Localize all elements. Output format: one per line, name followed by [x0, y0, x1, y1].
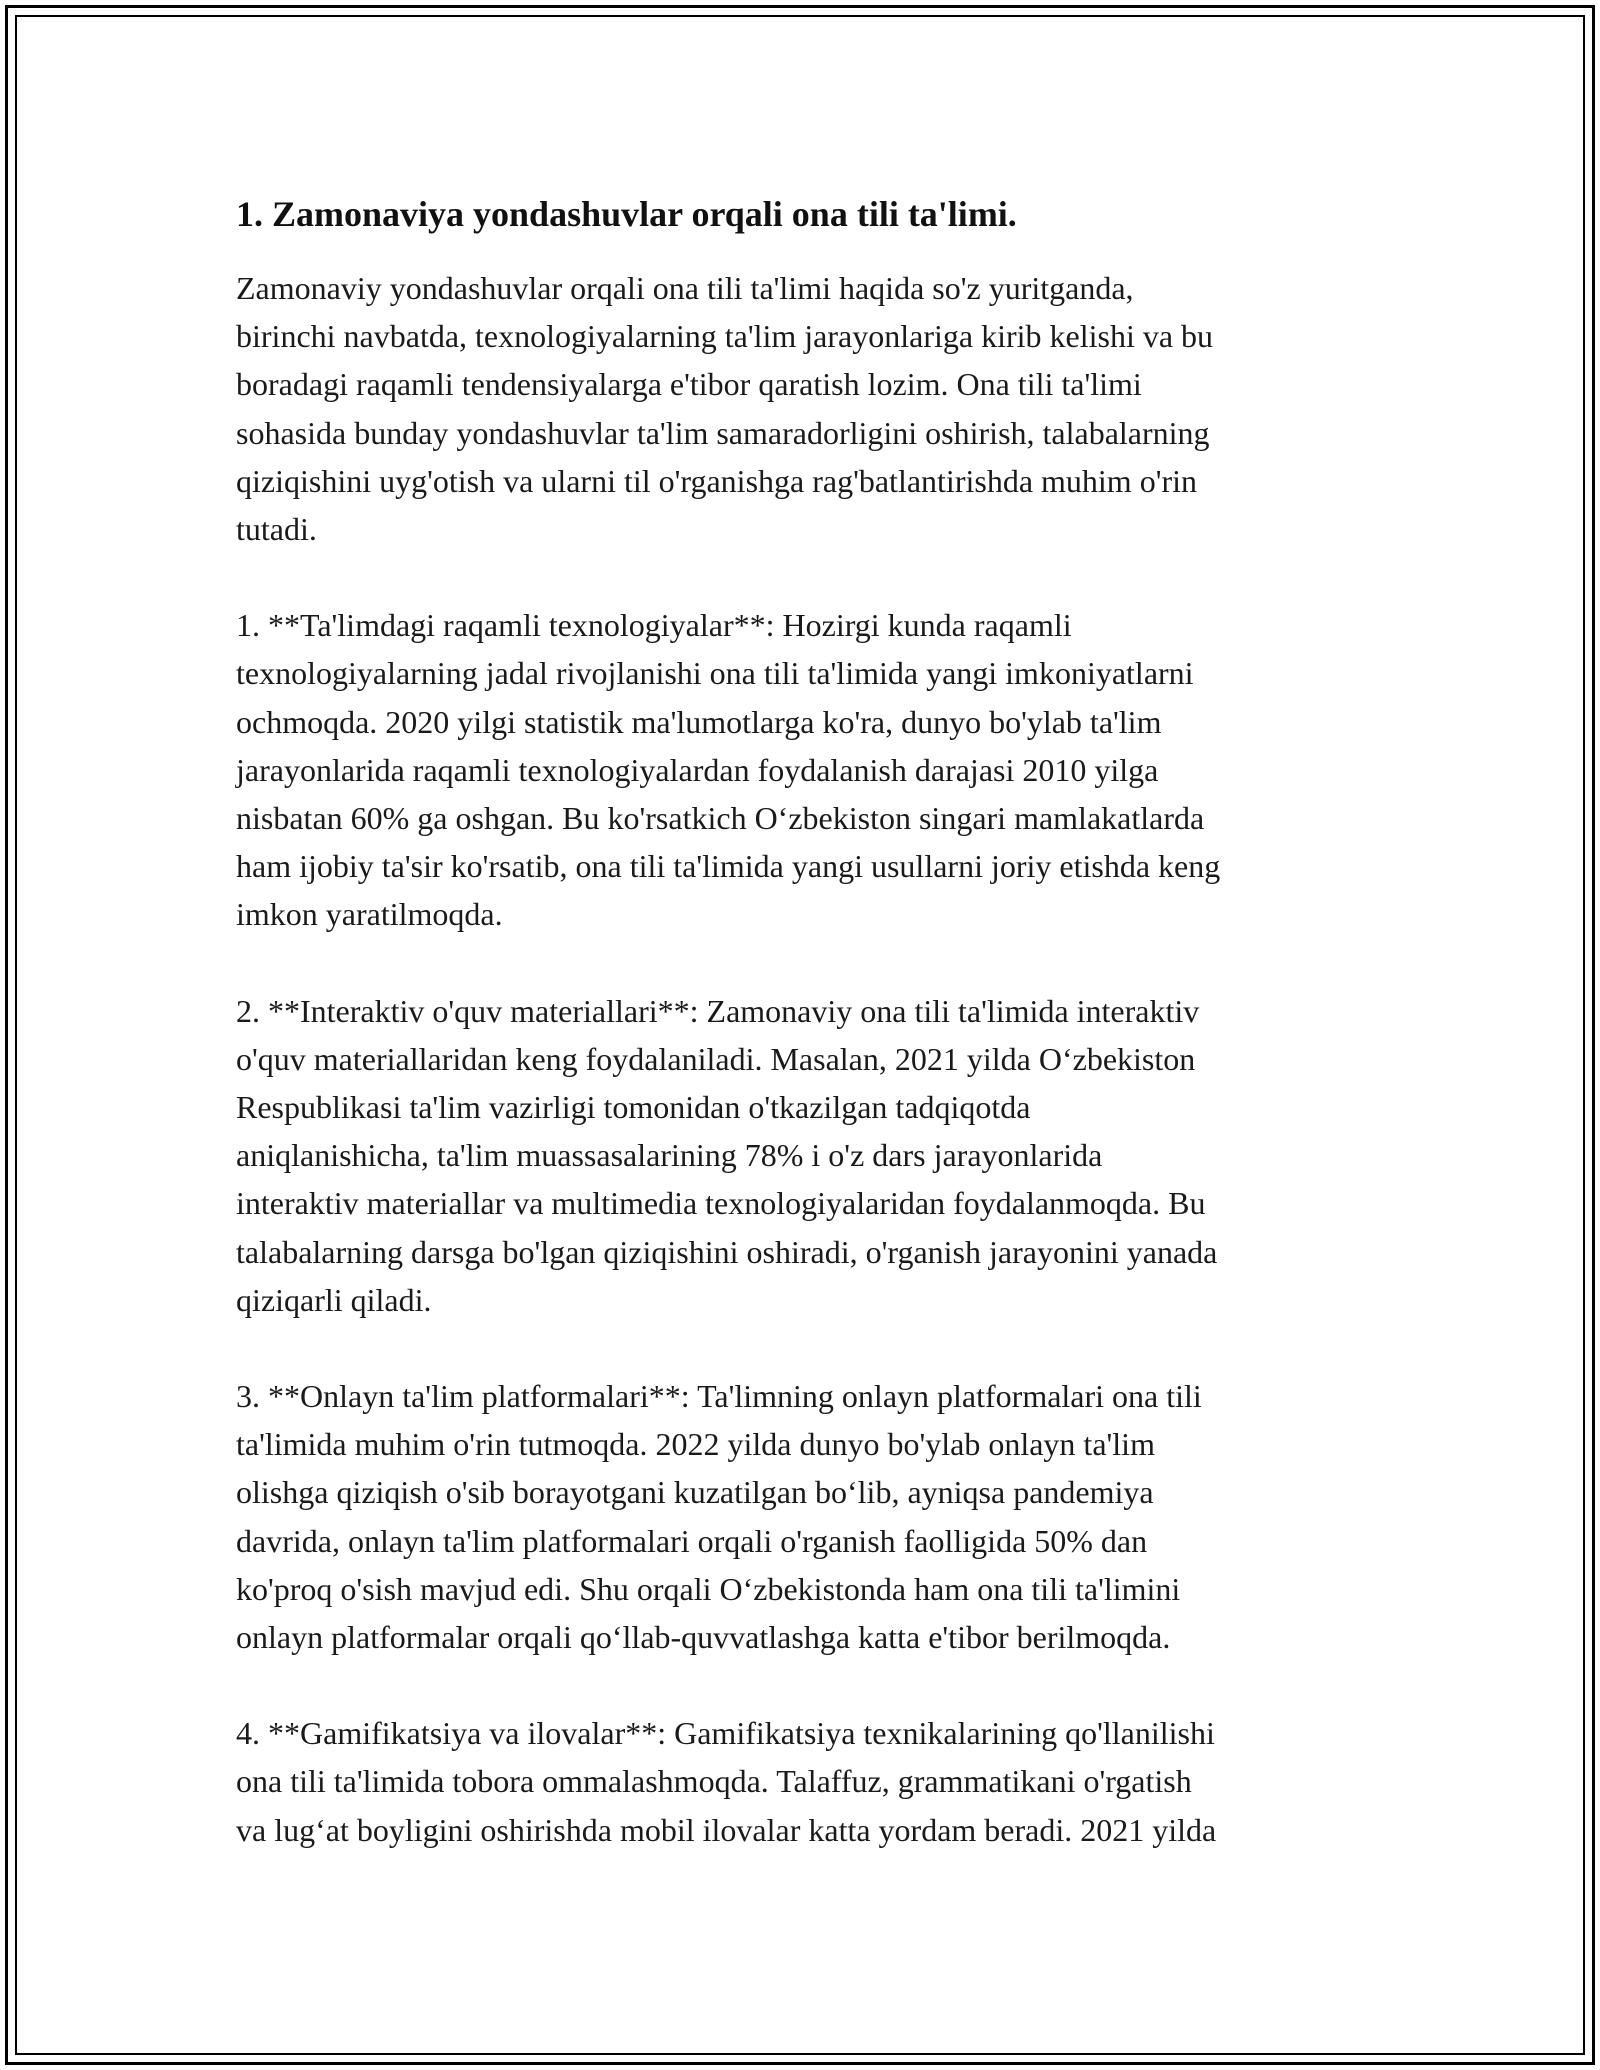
text-line: qiziqishini uyg'otish va ularni til o'rganishga rag'batlantirishda muhim o'rin — [236, 462, 1197, 499]
text-line: o'quv materiallaridan keng foydalaniladi. Masalan, 2021 yilda O‘zbekiston — [236, 1040, 1196, 1077]
text-line: aniqlanishicha, ta'lim muassasalarining 78% i o'z dars jarayonlarida — [236, 1137, 1103, 1174]
text-line: ochmoqda. 2020 yilgi statistik ma'lumotlarga ko'ra, dunyo bo'ylab ta'lim — [236, 703, 1162, 740]
text-line: birinchi navbatda, texnologiyalarning ta'lim jarayonlariga kirib kelishi va bu — [236, 318, 1214, 355]
text-line: nisbatan 60% ga oshgan. Bu ko'rsatkich O‘zbekiston singari mamlakatlarda — [236, 800, 1205, 837]
text-line: texnologiyalarning jadal rivojlanishi ona tili ta'limida yangi imkoniyatlarni — [236, 655, 1194, 692]
text-line: ona tili ta'limida tobora ommalashmoqda. Talaffuz, grammatikani o'rgatish — [236, 1763, 1192, 1800]
text-line: tutadi. — [236, 511, 317, 548]
text-line: imkon yaratilmoqda. — [236, 896, 503, 933]
text-line: talabalarning darsga bo'lgan qiziqishini oshiradi, o'rganish jarayonini yanada — [236, 1233, 1218, 1270]
text-line: sohasida bunday yondashuvlar ta'lim samaradorligini oshirish, talabalarning — [236, 414, 1210, 451]
text-line: interaktiv materiallar va multimedia texnologiyalaridan foydalanmoqda. Bu — [236, 1185, 1206, 1222]
text-line: boradagi raqamli tendensiyalarga e'tibor qaratish lozim. Ona tili ta'limi — [236, 366, 1142, 403]
list-item-paragraph — [236, 1709, 1376, 1854]
text-line: Respublikasi ta'lim vazirligi tomonidan o'tkazilgan tadqiqotda — [236, 1089, 1031, 1126]
text-line: Zamonaviy yondashuvlar orqali ona tili ta'limi haqida so'z yuritganda, — [236, 270, 1134, 306]
text-line: ko'proq o'sish mavjud edi. Shu orqali O‘zbekistonda ham ona tili ta'limini — [236, 1570, 1181, 1607]
text-line: qiziqarli qiladi. — [236, 1281, 432, 1318]
text-line: va lug‘at boyligini oshirishda mobil ilovalar katta yordam beradi. 2021 yilda — [236, 1811, 1217, 1848]
section-heading: 1. Zamonaviya yondashuvlar orqali ona tili ta'limi. — [236, 194, 1017, 234]
intro-paragraph — [236, 264, 1376, 553]
document-body — [236, 186, 1376, 1902]
list-item-paragraph — [236, 987, 1376, 1324]
list-item-paragraph — [236, 1372, 1376, 1661]
text-line: jarayonlarida raqamli texnologiyalardan foydalanish darajasi 2010 yilga — [236, 751, 1159, 788]
list-item-paragraph — [236, 601, 1376, 938]
text-line: olishga qiziqish o'sib borayotgani kuzatilgan bo‘lib, ayniqsa pandemiya — [236, 1474, 1154, 1511]
text-line: davrida, onlayn ta'lim platformalari orqali o'rganish faolligida 50% dan — [236, 1522, 1148, 1559]
text-line: 2. **Interaktiv o'quv materiallari**: Zamonaviy ona tili ta'limida interaktiv — [236, 992, 1200, 1029]
text-line: onlayn platformalar orqali qo‘llab-quvvatlashga katta e'tibor berilmoqda. — [236, 1619, 1171, 1656]
text-line: ham ijobiy ta'sir ko'rsatib, ona tili ta'limida yangi usullarni joriy etishda keng — [236, 848, 1221, 885]
text-line: 3. **Onlayn ta'lim platformalari**: Ta'limning onlayn platformalari ona tili — [236, 1378, 1202, 1415]
text-line: ta'limida muhim o'rin tutmoqda. 2022 yilda dunyo bo'ylab onlayn ta'lim — [236, 1426, 1155, 1463]
text-line: 1. **Ta'limdagi raqamli texnologiyalar**: Hozirgi kunda raqamli — [236, 607, 1072, 644]
text-line: 4. **Gamifikatsiya va ilovalar**: Gamifikatsiya texnikalarining qo'llanilishi — [236, 1715, 1215, 1752]
